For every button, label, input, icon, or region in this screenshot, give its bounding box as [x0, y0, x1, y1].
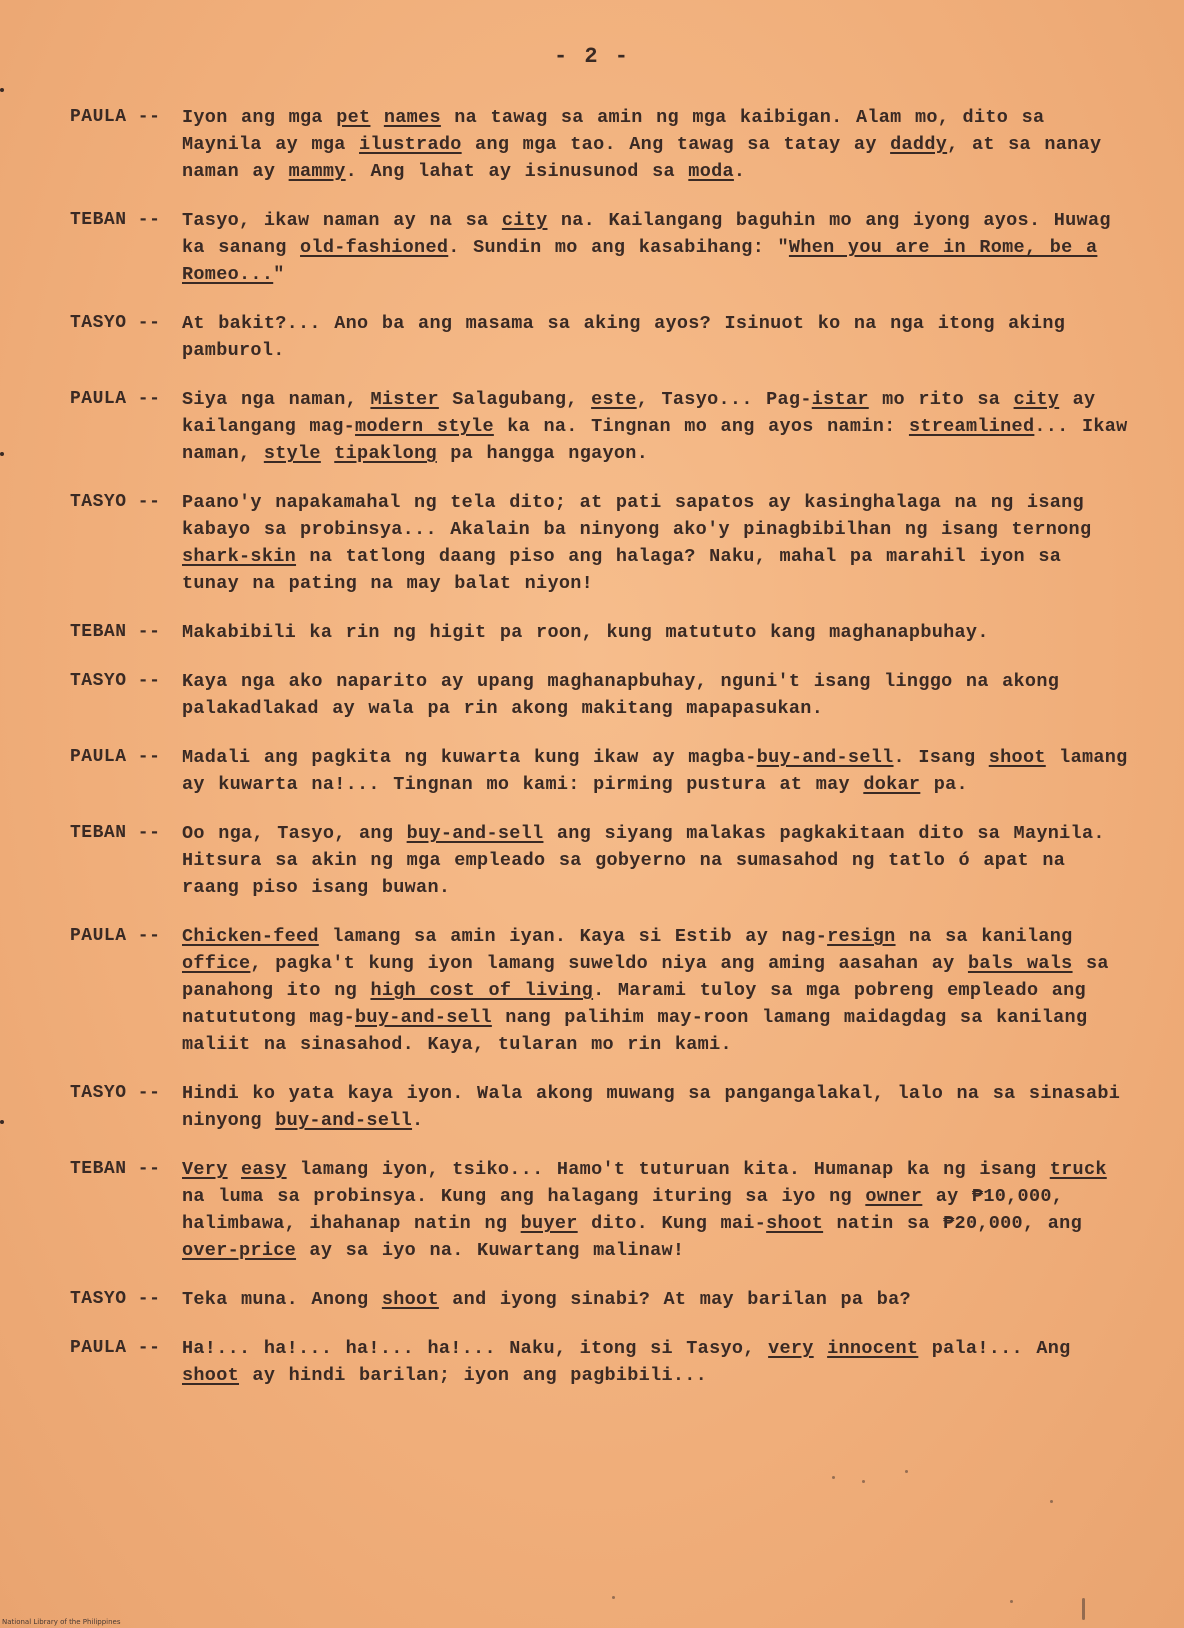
dialogue-text: " [273, 264, 285, 285]
speaker-name: PAULA -- [70, 747, 161, 767]
dialogue-entry [70, 1286, 1130, 1313]
speaker-name: TEBAN -- [70, 1159, 161, 1179]
paper-speck [1082, 1598, 1085, 1620]
speaker-name: PAULA -- [70, 1338, 161, 1358]
dialogue-line [182, 207, 1130, 288]
underlined-term: dokar [863, 774, 921, 795]
dialogue-line [182, 1286, 1130, 1313]
underlined-term: names [383, 107, 441, 128]
dialogue-text: Madali ang pagkita ng kuwarta kung ikaw ay magba- [182, 747, 757, 768]
dialogue-line [182, 1335, 1130, 1389]
dialogue-text [370, 107, 383, 128]
dialogue-text: ay sa iyo na. Kuwartang malinaw! [296, 1240, 685, 1261]
underlined-term: buy-and-sell [406, 823, 544, 844]
dialogue-text: na tawag sa amin ng mga kaibigan. Alam mo, dito sa Maynila ay mga [182, 107, 1045, 155]
dialogue-text: natin sa ₱20,000, ang [823, 1213, 1082, 1234]
speaker-name: TASYO -- [70, 492, 161, 512]
dialogue-entry [70, 619, 1130, 646]
underlined-term: mammy [288, 161, 346, 182]
dialogue-text: Salagubang, [438, 389, 592, 410]
underlined-term: high cost of living [370, 980, 594, 1001]
dialogue-line [182, 668, 1130, 722]
dialogue-text: nang palihim may-roon lamang maidagdag sa kanilang maliit na sinasahod. Kaya, tularan mo rin kami. [182, 1007, 1088, 1055]
underlined-term: easy [241, 1159, 287, 1180]
footer-credit: National Library of the Philippines [2, 1618, 121, 1626]
underlined-term: buy-and-sell [275, 1110, 413, 1131]
underlined-term: city [1013, 389, 1060, 410]
paper-speck [832, 1476, 835, 1479]
dialogue-text: Kaya nga ako naparito ay upang maghanapbuhay, nguni't isang linggo na akong palakadlakad ay wala pa rin akong makitang mapapasukan. [182, 671, 1060, 719]
underlined-term: resign [827, 926, 896, 947]
underlined-term: Mister [370, 389, 439, 410]
underlined-term: este [591, 389, 637, 410]
underlined-term: Very [182, 1159, 228, 1180]
dialogue-text: ang mga tao. Ang tawag sa tatay ay [461, 134, 891, 155]
speaker-name: PAULA -- [70, 389, 161, 409]
scan-mark [0, 1120, 4, 1124]
dialogue-entry [70, 489, 1130, 597]
paper-speck [612, 1596, 615, 1599]
underlined-term: city [501, 210, 548, 231]
dialogue-text: lamang iyon, tsiko... Hamo't tuturuan kita. Humanap ka ng isang [286, 1159, 1050, 1180]
dialogue-entry [70, 923, 1130, 1058]
speaker-name: TASYO -- [70, 671, 161, 691]
dialogue-text: ang siyang malakas pagkakitaan dito sa Maynila. Hitsura sa akin ng mga empleado sa gobyerno na sumasahod ng tatlo ó apat na raang piso isang buwan. [182, 823, 1105, 898]
scan-mark [0, 452, 4, 456]
underlined-term: truck [1049, 1159, 1107, 1180]
dialogue-text [814, 1338, 827, 1359]
underlined-term: streamlined [908, 416, 1035, 437]
dialogue-text: Iyon ang mga [182, 107, 337, 128]
dialogue-text: mo rito sa [868, 389, 1014, 410]
underlined-term: pet [336, 107, 371, 128]
underlined-term: daddy [890, 134, 948, 155]
underlined-term: Chicken-feed [182, 926, 319, 947]
dialogue-text: . Marami tuloy sa mga pobreng empleado ang natututong mag- [182, 980, 1086, 1028]
dialogue-text: na tatlong daang piso ang halaga? Naku, mahal pa marahil iyon sa tunay na pating na may balat niyon! [182, 546, 1062, 594]
underlined-term: modern style [355, 416, 494, 437]
dialogue-text: Hindi ko yata kaya iyon. Wala akong muwang sa pangangalakal, lalo na sa sinasabi ninyong [182, 1083, 1121, 1131]
dialogue-entry [70, 1156, 1130, 1264]
dialogue-entry [70, 207, 1130, 288]
dialogue-line [182, 744, 1130, 798]
paper-speck [1010, 1600, 1013, 1603]
underlined-term: ilustrado [359, 134, 462, 155]
page-number: - 2 - [553, 44, 630, 69]
underlined-term: istar [811, 389, 869, 410]
dialogue-entry [70, 668, 1130, 722]
speaker-name: TASYO -- [70, 1289, 161, 1309]
dialogue-text: , Tasyo... Pag- [636, 389, 812, 410]
dialogue-text: At bakit?... Ano ba ang masama sa aking ayos? Isinuot ko na nga itong aking pamburol. [182, 313, 1066, 361]
speaker-name: TEBAN -- [70, 823, 161, 843]
underlined-term: innocent [827, 1338, 919, 1359]
underlined-term: tipaklong [334, 443, 437, 464]
dialogue-line [182, 619, 1130, 646]
dialogue-text: Paano'y napakamahal ng tela dito; at pati sapatos ay kasinghalaga na ng isang kabayo sa probinsya... Akalain ba ninyong ako'y pinagbibilhan ng isang ternong [182, 492, 1092, 540]
dialogue-text: pa hangga ngayon. [436, 443, 649, 464]
dialogue-text: ay ₱10,000, halimbawa, ihahanap natin ng [182, 1186, 1064, 1234]
dialogue-line [182, 820, 1130, 901]
dialogue-text: Teka muna. Anong [182, 1289, 382, 1310]
dialogue-text: na sa kanilang [895, 926, 1073, 947]
dialogue-entry [70, 386, 1130, 467]
dialogue-text [228, 1159, 241, 1180]
dialogue-text: , pagka't kung iyon lamang suweldo niya ang aming aasahan ay [250, 953, 968, 974]
dialogue-text: . Isang [893, 747, 989, 768]
speaker-name: TEBAN -- [70, 210, 161, 230]
scan-mark [0, 88, 4, 92]
dialogue-text: . [733, 161, 746, 182]
dialogue-text: and iyong sinabi? At may barilan pa ba? [438, 1289, 911, 1310]
paper-speck [862, 1480, 865, 1483]
paper-speck [905, 1470, 908, 1473]
underlined-term: buy-and-sell [756, 747, 894, 768]
underlined-term: shoot [381, 1289, 439, 1310]
underlined-term: office [182, 953, 251, 974]
dialogue-text [321, 443, 334, 464]
dialogue-text: . [412, 1110, 424, 1131]
speaker-name: PAULA -- [70, 926, 161, 946]
dialogue-text: Ha!... ha!... ha!... ha!... Naku, itong si Tasyo, [182, 1338, 769, 1359]
speaker-name: TASYO -- [70, 1083, 161, 1103]
underlined-term: shoot [988, 747, 1046, 768]
underlined-term: shark-skin [182, 546, 297, 567]
dialogue-text: . Ang lahat ay isinusunod sa [345, 161, 689, 182]
dialogue-entry [70, 820, 1130, 901]
underlined-term: over-price [182, 1240, 297, 1261]
dialogue-entry [70, 1335, 1130, 1389]
dialogue-line [182, 1156, 1130, 1264]
speaker-name: PAULA -- [70, 107, 161, 127]
speaker-name: TASYO -- [70, 313, 161, 333]
dialogue-text: pala!... Ang [918, 1338, 1071, 1359]
dialogue-entry [70, 104, 1130, 185]
underlined-term: When you are in Rome, be a Romeo... [182, 237, 1098, 285]
dialogue-text: ... Ikaw naman, [182, 416, 1128, 464]
dialogue-line [182, 310, 1130, 364]
dialogue-text: lamang ay kuwarta na!... Tingnan mo kami: pirming pustura at may [182, 747, 1128, 795]
underlined-term: very [768, 1338, 814, 1359]
dialogue-entry [70, 1080, 1130, 1134]
dialogue-text: na luma sa probinsya. Kung ang halagang ituring sa iyo ng [182, 1186, 866, 1207]
underlined-term: bals wals [967, 953, 1073, 974]
dialogue-text: Siya nga naman, [182, 389, 371, 410]
dialogue-text: . Sundin mo ang kasabihang: " [448, 237, 789, 258]
dialogue-text: dito. Kung mai- [577, 1213, 767, 1234]
underlined-term: buy-and-sell [355, 1007, 492, 1028]
dialogue-text: lamang sa amin iyan. Kaya si Estib ay nag- [318, 926, 828, 947]
dialogue-text: sa panahong ito ng [182, 953, 1109, 1001]
dialogue-line [182, 1080, 1130, 1134]
underlined-term: shoot [182, 1365, 240, 1386]
dialogue-text: Makabibili ka rin ng higit pa roon, kung matututo kang maghanapbuhay. [182, 622, 989, 643]
underlined-term: shoot [766, 1213, 824, 1234]
dialogue-line [182, 104, 1130, 185]
dialogue-text: ay hindi barilan; iyon ang pagbibili... [239, 1365, 708, 1386]
underlined-term: buyer [520, 1213, 578, 1234]
underlined-term: style [263, 443, 321, 464]
script-dialogue [70, 104, 1130, 1411]
dialogue-line [182, 489, 1130, 597]
dialogue-text: Tasyo, ikaw naman ay na sa [182, 210, 502, 231]
dialogue-text: ay kailangang mag- [182, 389, 1096, 437]
dialogue-entry [70, 310, 1130, 364]
dialogue-text: pa. [920, 774, 968, 795]
paper-speck [1050, 1500, 1053, 1503]
dialogue-text: na. Kailangang baguhin mo ang iyong ayos. Huwag ka sanang [182, 210, 1111, 258]
dialogue-text: ka na. Tingnan mo ang ayos namin: [493, 416, 909, 437]
dialogue-text: Oo nga, Tasyo, ang [182, 823, 407, 844]
underlined-term: old-fashioned [300, 237, 449, 258]
underlined-term: owner [865, 1186, 923, 1207]
dialogue-text: , at sa nanay naman ay [182, 134, 1102, 182]
dialogue-line [182, 923, 1130, 1058]
speaker-name: TEBAN -- [70, 622, 161, 642]
dialogue-line [182, 386, 1130, 467]
dialogue-entry [70, 744, 1130, 798]
underlined-term: moda [688, 161, 734, 182]
